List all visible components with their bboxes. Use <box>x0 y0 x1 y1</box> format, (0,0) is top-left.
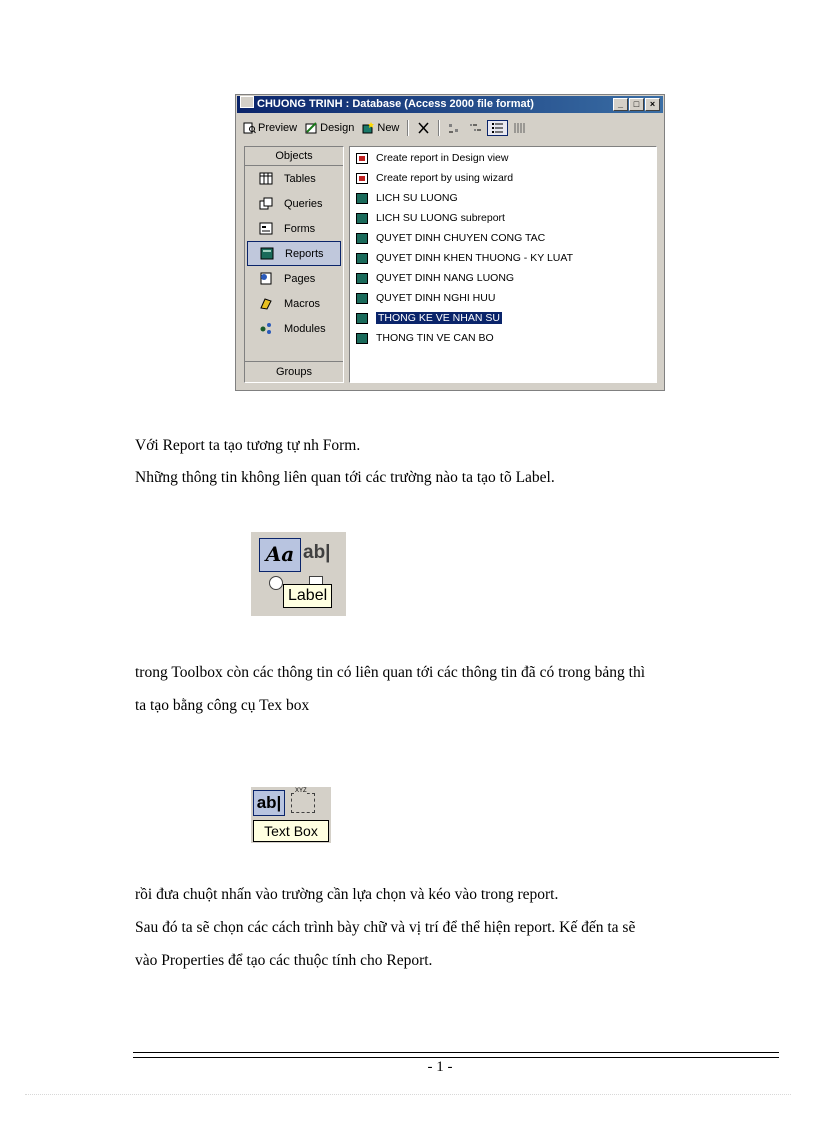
objects-bar <box>244 146 344 383</box>
list-item[interactable] <box>356 289 495 307</box>
page-number: - 1 - <box>427 1059 453 1075</box>
option-button-icon <box>269 576 283 590</box>
sidebar-item-label: Queries <box>284 197 323 210</box>
list-item-label: THONG KE VE NHAN SU <box>378 312 500 324</box>
form-icon <box>259 222 273 235</box>
list-item[interactable] <box>356 229 545 247</box>
small-icons-icon <box>469 122 482 134</box>
toolbar-separator <box>407 120 409 136</box>
paragraph: Với Report ta tạo tương tự nh Form. <box>135 437 361 454</box>
sidebar-item-pages[interactable] <box>247 266 341 291</box>
list-item[interactable] <box>356 209 505 227</box>
new-label: New <box>377 122 400 134</box>
details-view-icon <box>513 122 526 134</box>
sidebar-item-label: Forms <box>284 222 316 235</box>
preview-label: Preview <box>258 122 298 134</box>
list-item[interactable] <box>356 329 494 347</box>
paragraph: trong Toolbox còn các thông tin có liên quan tới các thông tin đã có trong bảng thì <box>135 664 646 681</box>
paragraph: Sau đó ta sẽ chọn các cách trình bày chữ và vị trí để thể hiện report. Kế đến ta sẽ <box>135 919 636 936</box>
reports-list <box>349 146 657 383</box>
database-toolbar <box>240 117 660 139</box>
report-icon <box>356 193 368 204</box>
macro-icon <box>259 297 273 310</box>
textbox-tool-button[interactable]: ab| <box>303 542 331 563</box>
footer-rule <box>133 1052 779 1058</box>
list-item[interactable] <box>356 249 573 267</box>
report-icon <box>356 333 368 344</box>
page-icon <box>259 272 273 285</box>
preview-icon <box>243 122 256 134</box>
option-group-icon <box>291 788 315 813</box>
sidebar-item-modules[interactable] <box>247 316 341 341</box>
list-item-label: QUYET DINH KHEN THUONG - KY LUAT <box>376 252 574 264</box>
sidebar-item-tables[interactable] <box>247 166 341 191</box>
sidebar-item-label: Modules <box>284 322 326 335</box>
label-tool-image <box>251 532 346 616</box>
delete-button[interactable] <box>414 121 433 135</box>
large-icons-icon <box>448 122 461 134</box>
sidebar-item-label: Reports <box>285 247 324 260</box>
list-item-label: Create report in Design view <box>376 152 509 164</box>
report-icon <box>260 247 274 260</box>
list-view-button[interactable] <box>487 120 508 136</box>
maximize-button[interactable]: □ <box>629 98 644 111</box>
list-item-label: LICH SU LUONG <box>376 192 458 204</box>
list-item[interactable] <box>356 189 458 207</box>
list-item-label: QUYET DINH CHUYEN CONG TAC <box>376 232 546 244</box>
groups-header[interactable]: Groups <box>245 361 343 382</box>
list-item-label: QUYET DINH NANG LUONG <box>376 272 515 284</box>
window-title: CHUONG TRINH : Database (Access 2000 file format) <box>257 98 534 110</box>
page-boundary-line <box>25 1094 791 1095</box>
database-icon <box>240 96 254 108</box>
label-tooltip: Label <box>283 584 332 608</box>
sidebar-item-label: Pages <box>284 272 316 285</box>
paragraph: vào Properties để tạo các thuộc tính cho Report. <box>135 952 433 969</box>
module-icon <box>259 322 273 335</box>
list-item[interactable] <box>356 269 514 287</box>
toolbar-separator <box>438 120 440 136</box>
report-icon <box>356 273 368 284</box>
paragraph: rồi đưa chuột nhấn vào trường cần lựa chọn và kéo vào trong report. <box>135 886 559 903</box>
label-tool-button[interactable]: Aa <box>259 538 301 572</box>
report-icon <box>356 213 368 224</box>
design-label: Design <box>320 122 355 134</box>
design-view-shortcut-icon <box>356 153 368 164</box>
large-icons-button[interactable] <box>445 121 464 135</box>
report-icon <box>356 293 368 304</box>
design-button[interactable] <box>302 121 357 135</box>
design-icon <box>305 122 318 134</box>
list-item-label: LICH SU LUONG subreport <box>376 212 505 224</box>
minimize-button[interactable]: _ <box>613 98 628 111</box>
sidebar-item-queries[interactable] <box>247 191 341 216</box>
sidebar-item-forms[interactable] <box>247 216 341 241</box>
option-group-letters: XYZ <box>295 788 307 794</box>
access-database-window <box>235 94 665 391</box>
list-item-label: THONG TIN VE CAN BO <box>376 332 494 344</box>
textbox-tool-image <box>251 787 331 843</box>
sidebar-item-reports[interactable] <box>247 241 341 266</box>
objects-header[interactable]: Objects <box>245 147 343 166</box>
sidebar-item-label: Macros <box>284 297 321 310</box>
list-item[interactable] <box>356 169 513 187</box>
list-item-label: QUYET DINH NGHI HUU <box>376 292 496 304</box>
new-icon <box>362 122 375 134</box>
report-icon <box>356 313 368 324</box>
wizard-shortcut-icon <box>356 173 368 184</box>
close-button[interactable]: × <box>645 98 660 111</box>
list-item-label: Create report by using wizard <box>376 172 514 184</box>
report-icon <box>356 253 368 264</box>
table-icon <box>259 172 273 185</box>
preview-button[interactable] <box>240 121 300 135</box>
list-item[interactable] <box>356 149 508 167</box>
report-icon <box>356 233 368 244</box>
list-item-selected[interactable] <box>356 309 502 327</box>
query-icon <box>259 197 273 210</box>
small-icons-button[interactable] <box>466 121 485 135</box>
delete-icon <box>417 122 430 134</box>
paragraph: Những thông tin không liên quan tới các trường nào ta tạo tõ Label. <box>135 469 555 486</box>
window-titlebar[interactable] <box>237 96 663 113</box>
textbox-tool-button[interactable]: ab| <box>253 790 285 816</box>
paragraph: ta tạo bằng công cụ Tex box <box>135 697 310 714</box>
list-view-icon <box>491 122 504 134</box>
sidebar-item-label: Tables <box>284 172 316 185</box>
textbox-tooltip: Text Box <box>253 820 329 842</box>
sidebar-item-macros[interactable] <box>247 291 341 316</box>
details-view-button[interactable] <box>510 121 529 135</box>
new-button[interactable] <box>359 121 402 135</box>
